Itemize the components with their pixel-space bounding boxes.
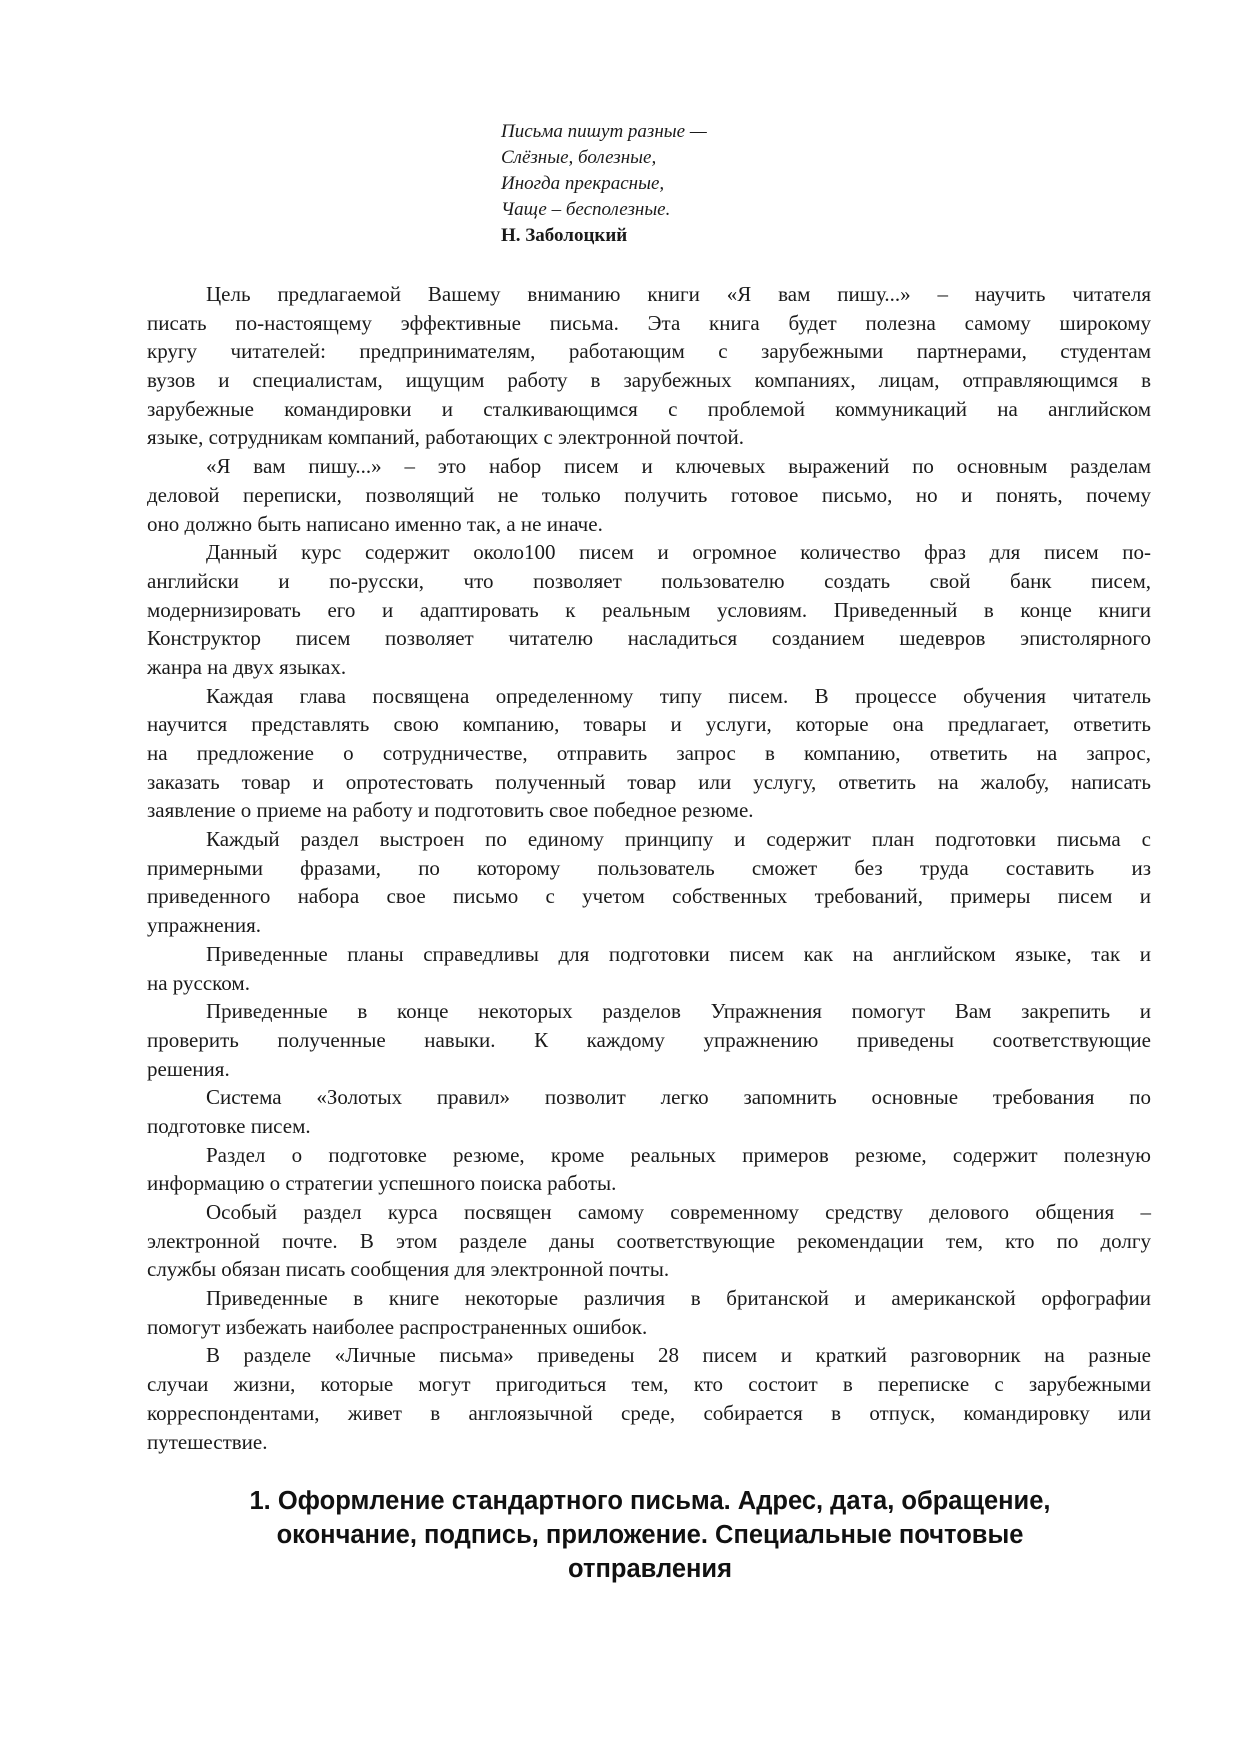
paragraph-line: В разделе «Личные письма» приведены 28 писем и краткий разговорник на разные [206,1343,1151,1368]
epigraph-author: Н. Заболоцкий [501,225,628,246]
epigraph-line: Чаще – бесполезные. [501,199,671,220]
section-heading-line: отправления [568,1555,732,1583]
paragraph [147,997,1151,1083]
paragraph-line: Приведенные в книге некоторые различия в британской и американской орфографии [206,1286,1151,1311]
paragraph-line: языке, сотрудникам компаний, работающих с электронной почтой. [147,425,744,450]
paragraph-line: электронной почте. В этом разделе даны соответствующие рекомендации тем, кто по долгу [147,1228,1151,1253]
epigraph-line: Письма пишут разные — [501,121,707,142]
epigraph-line: Иногда прекрасные, [501,173,665,194]
paragraph [147,825,1151,940]
paragraph-line: зарубежные командировки и сталкивающимся с проблемой коммуникаций на английском [147,396,1151,421]
paragraph-line: информацию о стратегии успешного поиска работы. [147,1171,617,1196]
paragraph [147,452,1151,538]
paragraph-line: жанра на двух языках. [147,654,347,679]
paragraph-line: путешествие. [147,1429,268,1454]
paragraph-line: Приведенные в конце некоторых разделов Упражнения помогут Вам закрепить и [206,999,1151,1024]
section-heading [150,1484,1150,1586]
paragraph-line: упражнения. [147,913,262,938]
paragraph-line: Конструктор писем позволяет читателю насладиться созданием шедевров эпистолярного [147,626,1151,651]
paragraph [147,1141,1151,1198]
paragraph-line: корреспондентами, живет в англоязычной среде, собирается в отпуск, командировку или [147,1400,1151,1425]
paragraph-line: Каждый раздел выстроен по единому принципу и содержит план подготовки письма с [206,827,1151,852]
paragraph-line: Цель предлагаемой Вашему вниманию книги «Я вам пишу...» – научить читателя [206,282,1151,306]
paragraph-line: Приведенные планы справедливы для подготовки писем как на английском языке, так и [206,941,1151,966]
paragraph-line: проверить полученные навыки. К каждому упражнению приведены соответствующие [147,1027,1151,1052]
paragraph-line: писать по-настоящему эффективные письма. Эта книга будет полезна самому широкому [147,310,1151,335]
paragraph-line: Каждая глава посвящена определенному типу писем. В процессе обучения читатель [206,683,1151,708]
paragraph-line: модернизировать его и адаптировать к реальным условиям. Приведенный в конце книги [147,597,1151,622]
paragraph [147,940,1151,997]
paragraph [147,1341,1151,1456]
paragraph-line: примерными фразами, по которому пользователь сможет без труда составить из [147,855,1151,880]
paragraph-line: решения. [147,1056,230,1081]
paragraph [147,280,1151,452]
paragraph-line: английски и по-русски, что позволяет пользователю создать свой банк писем, [147,568,1151,593]
paragraph-line: приведенного набора свое письмо с учетом собственных требований, примеры писем и [147,884,1151,909]
paragraph [147,682,1151,825]
epigraph [501,119,707,249]
intro-body-text [147,280,1151,1456]
paragraph-line: помогут избежать наиболее распространенных ошибок. [147,1314,648,1339]
paragraph-line: службы обязан писать сообщения для электронной почты. [147,1257,670,1282]
paragraph-line: Раздел о подготовке резюме, кроме реальных примеров резюме, содержит полезную [206,1142,1151,1167]
paragraph-line: деловой переписки, позволящий не только получить готовое письмо, но и понять, почему [147,482,1151,507]
paragraph-line: Данный курс содержит около100 писем и огромное количество фраз для писем по- [206,540,1151,565]
paragraph [147,1198,1151,1284]
paragraph-line: случаи жизни, которые могут пригодиться тем, кто состоит в переписке с зарубежными [147,1372,1151,1397]
paragraph-line: на русском. [147,970,250,995]
paragraph-line: вузов и специалистам, ищущим работу в зарубежных компаниях, лицам, отправляющимся в [147,368,1151,393]
paragraph-line: Особый раздел курса посвящен самому современному средству делового общения – [206,1200,1151,1224]
paragraph [147,1284,1151,1341]
paragraph-line: Система «Золотых правил» позволит легко запомнить основные требования по [206,1085,1151,1110]
paragraph [147,1083,1151,1140]
paragraph-line: «Я вам пишу...» – это набор писем и ключевых выражений по основным разделам [206,454,1151,479]
section-heading-line: 1. Оформление стандартного письма. Адрес, дата, обращение, [249,1487,1051,1515]
paragraph-line: оно должно быть написано именно так, а не иначе. [147,511,603,536]
paragraph-line: кругу читателей: предпринимателям, работающим с зарубежными партнерами, студентам [147,339,1151,364]
paragraph-line: заказать товар и опротестовать полученный товар или услугу, ответить на жалобу, написать [147,769,1151,794]
paragraph [147,538,1151,681]
paragraph-line: подготовке писем. [147,1113,311,1138]
paragraph-line: заявление о приеме на работу и подготовить свое победное резюме. [147,798,754,823]
paragraph-line: научится представлять свою компанию, товары и услуги, которые она предлагает, ответить [147,712,1151,737]
section-heading-line: окончание, подпись, приложение. Специальные почтовые [276,1521,1024,1549]
paragraph-line: на предложение о сотрудничестве, отправить запрос в компанию, ответить на запрос, [147,741,1151,765]
epigraph-line: Слёзные, болезные, [501,147,657,168]
